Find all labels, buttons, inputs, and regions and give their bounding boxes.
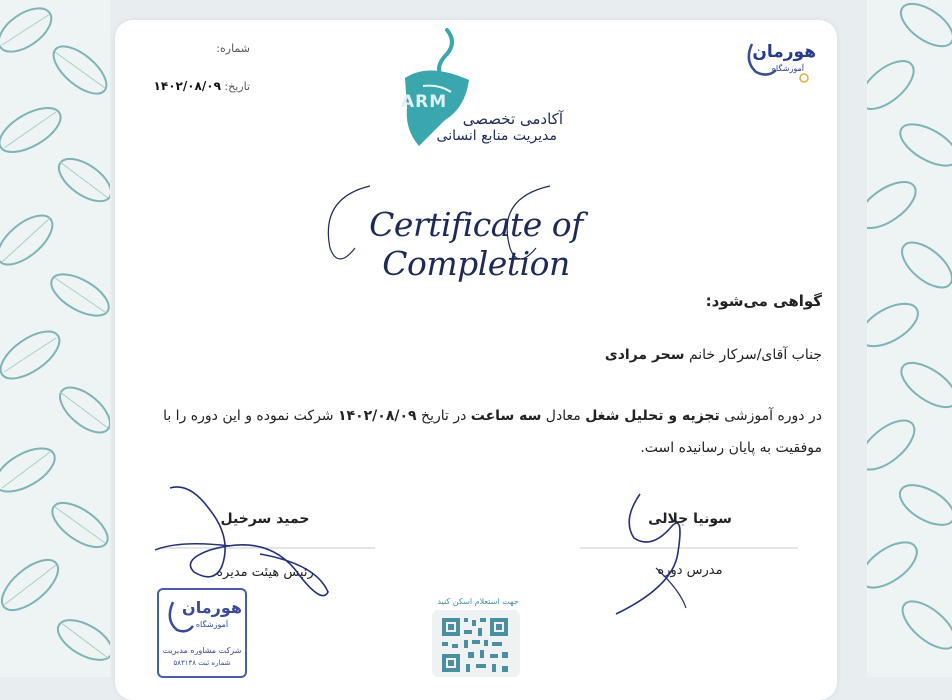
- decorative-leaf-border-left: [0, 0, 110, 677]
- leaf-pattern-icon: [0, 0, 110, 677]
- body-text-4: شرکت نموده و این دوره را با موفقیت به پایان رسانیده است.: [163, 408, 822, 456]
- date-value: ۱۴۰۲/۰۸/۰۹: [153, 79, 221, 93]
- recipient-line: [470, 347, 822, 363]
- academy-name-line1: آکادمی تخصصی: [462, 110, 563, 128]
- body-text-3: در تاریخ: [421, 408, 467, 424]
- signatory-left-name: حمید سرخیل: [220, 511, 310, 527]
- course-date: ۱۴۰۲/۰۸/۰۹: [337, 408, 417, 424]
- certificate-date: [150, 79, 250, 93]
- qr-hint: جهت استعلام اسکن کنید: [437, 597, 519, 606]
- signatory-right-name: سونیا جلالی: [648, 511, 732, 527]
- course-duration: سه ساعت: [470, 408, 542, 424]
- certificate-number: [150, 42, 250, 55]
- qr-code-icon: [432, 610, 520, 677]
- certify-heading: گواهی می‌شود:: [705, 292, 822, 310]
- stamp-registration: شماره ثبت ۵۸۳۱۴۸: [173, 659, 231, 667]
- signatory-right-role: مدرس دوره: [657, 563, 723, 578]
- hourman-logo-sub: آموزشگاه: [771, 64, 804, 73]
- leaf-pattern-icon: [867, 0, 952, 677]
- signatory-left-role: رئیس هیئت مدیره: [216, 565, 314, 580]
- hourman-logo-name: هورمان: [752, 42, 816, 62]
- stamp-company: شرکت مشاوره مدیریت: [162, 646, 242, 655]
- body-text-1: در دوره آموزشی: [724, 408, 822, 424]
- certificate-body: [150, 400, 822, 464]
- recipient-prefix: جناب آقای/سرکار خانم: [688, 347, 822, 363]
- qr-code[interactable]: [432, 610, 520, 677]
- academy-badge: ARM: [401, 92, 448, 112]
- title-flourish-icon: [300, 178, 660, 273]
- handwritten-signature-right: [600, 490, 710, 620]
- company-stamp: [157, 588, 247, 678]
- academy-name-line2: مدیریت منابع انسانی: [436, 128, 557, 144]
- certificate-title: Certificate of Completion: [369, 205, 583, 283]
- date-label: تاریخ:: [224, 80, 250, 93]
- recipient-name: سحر مرادی: [604, 347, 685, 363]
- academy-logo: [395, 28, 565, 153]
- stamp-brand: هورمان: [182, 598, 242, 617]
- number-label: شماره:: [216, 42, 250, 55]
- hourman-logo: [742, 36, 822, 86]
- stamp-sub: آموزشگاه: [195, 620, 229, 629]
- body-text-2: معادل: [545, 408, 581, 424]
- course-name: تجزیه و تحلیل شغل: [585, 408, 720, 424]
- decorative-leaf-border-right: [867, 0, 952, 677]
